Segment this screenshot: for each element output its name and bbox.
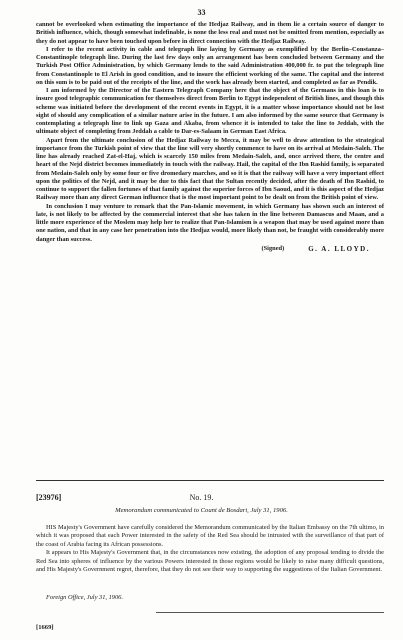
document-number: No. 19. [189,493,214,502]
page-number: 33 [197,8,206,17]
paragraph: cannot be overlooked when estimating the importance of the Hedjaz Railway, and in them lie a certain source of danger to British influence, which, though somewhat indefinable, is none the less real and must not be omitted from mention, especially as they do not appear to have been touched upon before in direct connection with the Hedjaz Railway. [36,21,384,45]
memorandum-title: Memorandum communicated to Count de Bosdari, July 31, 1906. [115,507,288,514]
paragraph: I am informed by the Director of the Eastern Telegraph Company here that the object of the Germans in this loan is to insure good telegraphic communication for themselves direct from Berlin to Egypt independent of British lines, and though this scheme was initiated before the development of the recent events in Egypt, it is a matter whose importance should not be lost sight of should any complication of a similar nature arise in the future. I am also informed by the same source that Germany is contemplating a telegraph line to link up Gaza and Akaba, from whence it is intended to take the line to Jeddah, with the ultimate object of completing from Jeddah a cable to Dar-es-Salaam in German East Africa. [36,87,384,136]
print-reference: [1669] [36,624,54,631]
section-divider [36,480,384,481]
paragraph: Apart from the ultimate conclusion of the Hedjaz Railway to Mecca, it may be well to draw attention to the strategical importance from the Turkish point of view that the line will very shortly commence to have on its arrival at Medain-Saleh. The line has already reached Zat-el-Haj, which is scarcely 150 miles from Medain-Saleh, and, once arrived there, the centre and heart of the Nejd district becomes immediately in touch with the railway. Hail, the capital of the Ibn Rashid family, is separated from Medain-Saleh only by some four or five dromedary marches, and so it is that the railway will have a very important effect upon the politics of the Nejd, and it may be due to this fact that the Sultan recently decided, after the death of Ibn Rashid, to continue to support the fallen fortunes of that family against the superior forces of Ibn Saoud, and it is this aspect of the Hedjaz Railway more than any direct German influence that is the most important point to be dealt on from the British point of view. [36,136,384,202]
signature-block [36,245,384,253]
memorandum-text [36,524,384,574]
paragraph: It appears to His Majesty's Government that, in the circumstances now existing, the adoption of any proposal tending to divide the Red Sea into spheres of influence by the various Powers interested in those regions would be likely to raise many difficult questions, and His Majesty's Government regret, therefore, that they do not see their way to supporting the suggestions of the Italian Government. [36,549,384,574]
paragraph: In conclusion I may venture to remark that the Pan-Islamic movement, in which Germany has shown such an interest of late, is not likely to be affected by the commercial interest that she has taken in the line between Damascus and Maan, and a little more experience of the Moslem may help her to realize that Pan-Islamism is a weapon that may be used against more than one nation, and that in any case her penetration into the Hedjaz would, more likely than not, be fraught with considerably more danger than success. [36,202,384,243]
paragraph: I refer to the recent activity in cable and telegraph line laying by Germany as exemplified by the Berlin–Constanza–Constantinople telegraph line. During the last few days only an arrangement has been concluded between Germany and the Turkish Post Office Administration, by which Germany lends to the said Administration 400,000 fr. to put the telegraph line from Constantinople to El Arish in good condition, and to insure the efficient working of the same. The capital and the interest on this sum is to be paid out of the receipts of the line, and the work has already been started, and completed as far as Pendik. [36,45,384,86]
closing-divider [156,612,384,613]
paragraph: HIS Majesty's Government have carefully considered the Memorandum communicated by the Italian Embassy on the 7th ultimo, in which it was proposed that each Power interested in the safety of the Red Sea should be intrusted with the surveillance of that part of the coast of Arabia facing its African possessions. [36,524,384,548]
signatory-name: G. A. LLOYD. [308,244,370,253]
lloyd-report-text [36,21,384,253]
signed-label: (Signed) [261,244,285,252]
foreign-office-dateline: Foreign Office, July 31, 1906. [46,594,123,601]
document-reference: [23976] [36,493,62,502]
